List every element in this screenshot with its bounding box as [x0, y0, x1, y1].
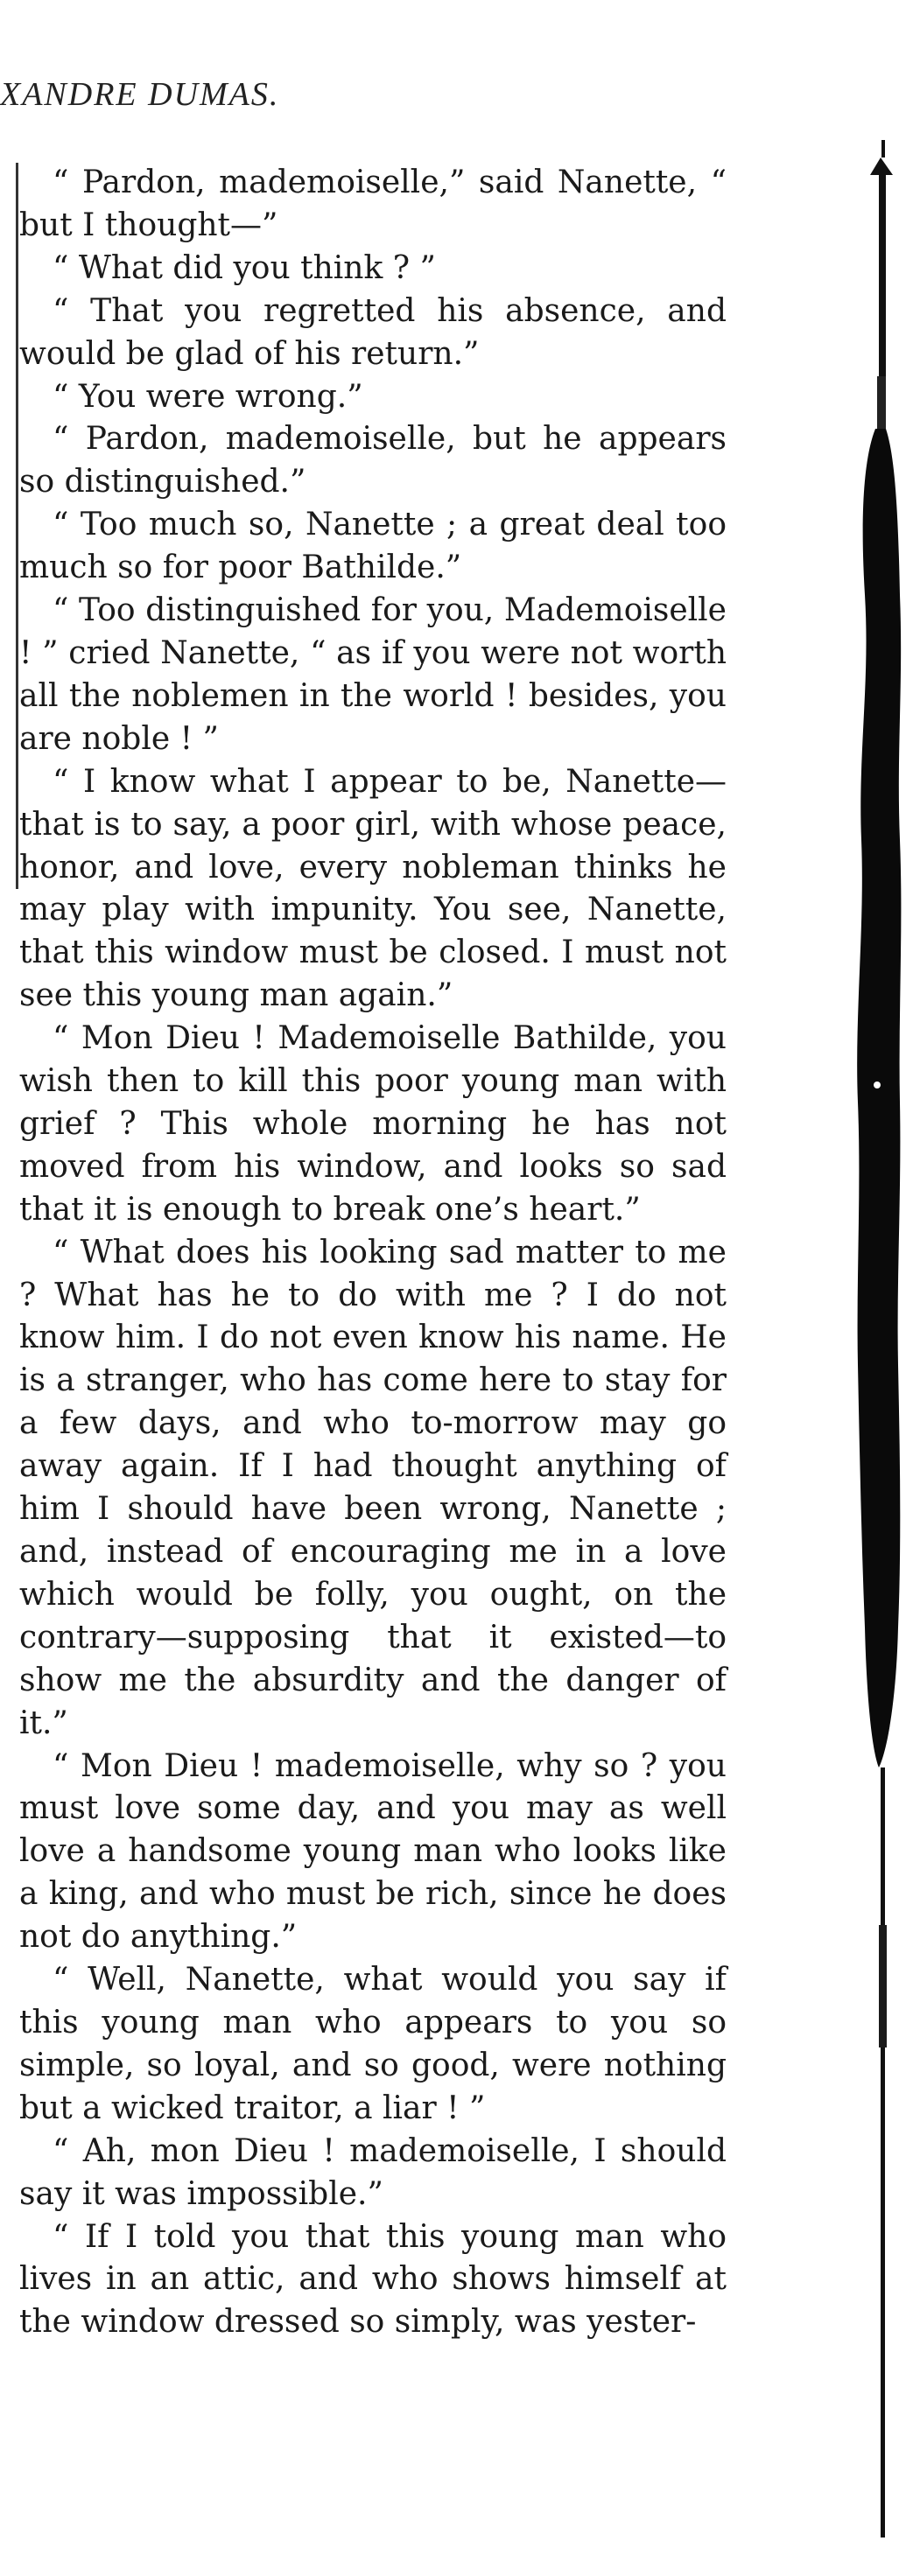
paragraph: “ That you regretted his absence, and would be glad of his return.”	[19, 292, 727, 372]
page-text	[19, 162, 727, 2344]
ink-smear-graphic	[814, 140, 919, 2576]
paragraph: “ I know what I appear to be, Nanette—that is to say, a poor girl, with whose peace, honor, and love, every nobleman thinks he may play with impunity. You see, Nanette, that this window must be closed. I must not see this young man again.”	[19, 763, 727, 1014]
paragraph: “ Too much so, Nanette ; a great deal too much so for poor Bathilde.”	[19, 507, 727, 586]
paragraph: “ What does his looking sad matter to me ? What has he to do with me ? I do not know him. I do not even know his name. He is a stranger, who has come here to stay for a few days, and who to-morrow may go away again. If I had thought anything of him I should have been wrong, Nanette ; and, instead of encouraging me in a love which would be folly, you ought, on the contrary—supposing that it existed—to show me the absurdity and the danger of it.”	[19, 1234, 727, 1741]
binding-ink-strip	[814, 140, 919, 2576]
paragraph: “ Pardon, mademoiselle, but he appears so distinguished.”	[19, 421, 727, 500]
paragraph: “ You were wrong.”	[53, 378, 363, 415]
margin-rule	[16, 163, 18, 889]
running-header: XANDRE DUMAS.	[0, 76, 280, 113]
paragraph: “ What did you think ? ”	[53, 249, 436, 286]
paragraph: “ Pardon, mademoiselle,” said Nanette, “ but I thought—”	[19, 164, 727, 243]
paragraph: “ Well, Nanette, what would you say if this young man who appears to you so simple, so loyal, and so good, were nothing but a wicked traitor, a liar ! ”	[19, 1962, 727, 2126]
paragraph: “ Too distinguished for you, Mademoiselle ! ” cried Nanette, “ as if you were not worth all the noblemen in the world ! besides, you are noble ! ”	[19, 592, 727, 757]
paragraph: “ Mon Dieu ! Mademoiselle Bathilde, you wish then to kill this poor young man with grief ? This whole morning he has not moved from his window, and looks so sad that it is enough to break one’s heart.”	[19, 1020, 727, 1228]
paragraph: “ If I told you that this young man who lives in an attic, and who shows himself at the window dressed so simply, was yester-	[19, 2218, 727, 2341]
paragraph: “ Ah, mon Dieu ! mademoiselle, I should say it was impossible.”	[19, 2132, 727, 2212]
paragraph: “ Mon Dieu ! mademoiselle, why so ? you must love some day, and you may as well love a handsome young man who looks like a king, and who must be rich, since he does not do anything.”	[19, 1747, 727, 1956]
